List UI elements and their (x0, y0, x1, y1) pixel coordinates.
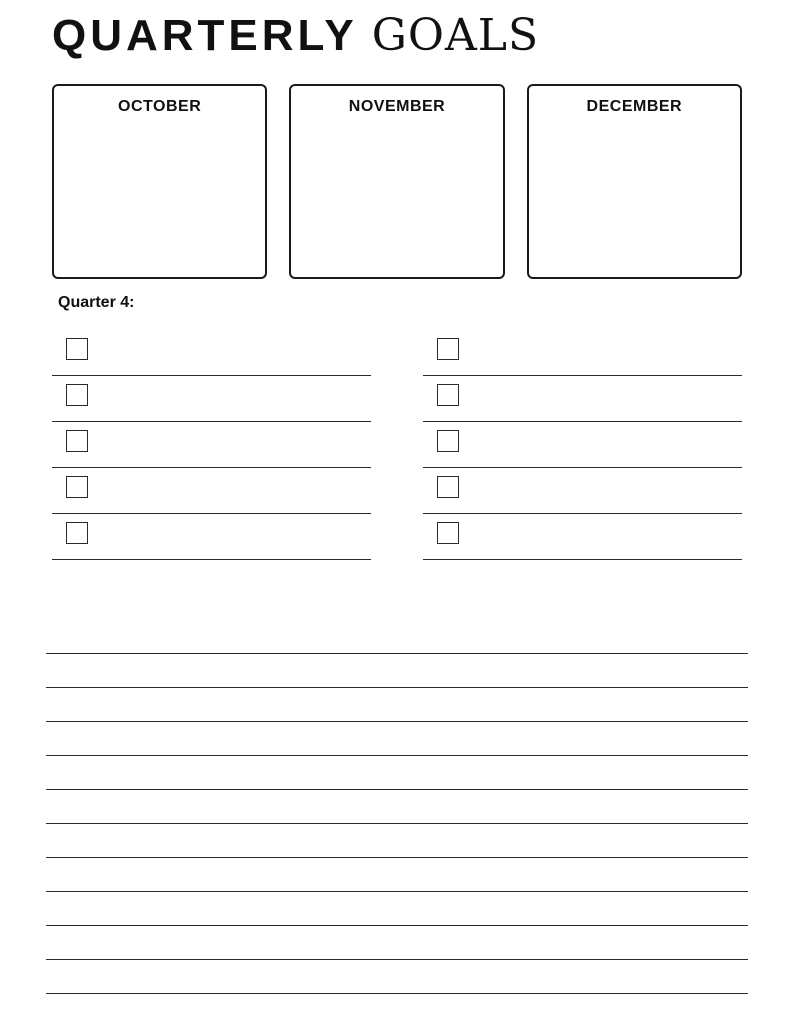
month-label-october: OCTOBER (118, 98, 202, 115)
note-line[interactable] (46, 722, 748, 756)
goals-checklist (52, 330, 742, 560)
note-line[interactable] (46, 824, 748, 858)
month-box-november[interactable] (289, 84, 504, 279)
note-line[interactable] (46, 892, 748, 926)
note-line[interactable] (46, 620, 748, 654)
checklist-item[interactable] (423, 514, 742, 560)
checklist-item[interactable] (52, 376, 371, 422)
checkbox-icon[interactable] (66, 430, 88, 452)
note-line[interactable] (46, 756, 748, 790)
checkbox-icon[interactable] (437, 430, 459, 452)
checkbox-icon[interactable] (66, 522, 88, 544)
checklist-column-left (52, 330, 371, 560)
notes-area (46, 620, 748, 994)
month-box-october[interactable] (52, 84, 267, 279)
note-line[interactable] (46, 790, 748, 824)
page-title-serif: GOALS (371, 10, 540, 61)
checkbox-icon[interactable] (437, 476, 459, 498)
month-boxes (52, 84, 742, 279)
checkbox-icon[interactable] (66, 384, 88, 406)
checkbox-icon[interactable] (437, 384, 459, 406)
checklist-item[interactable] (52, 468, 371, 514)
note-line[interactable] (46, 654, 748, 688)
note-line[interactable] (46, 858, 748, 892)
checklist-item[interactable] (52, 514, 371, 560)
quarter-label: Quarter 4: (58, 294, 135, 311)
checklist-item[interactable] (423, 330, 742, 376)
month-label-november: NOVEMBER (348, 98, 446, 115)
month-label-december: DECEMBER (586, 98, 683, 115)
page-title-bold: QUARTERLY (52, 11, 358, 60)
checklist-item[interactable] (423, 468, 742, 514)
checklist-item[interactable] (423, 376, 742, 422)
checkbox-icon[interactable] (66, 338, 88, 360)
checklist-item[interactable] (52, 330, 371, 376)
checklist-column-right (423, 330, 742, 560)
note-line[interactable] (46, 960, 748, 994)
checkbox-icon[interactable] (437, 338, 459, 360)
note-line[interactable] (46, 688, 748, 722)
checkbox-icon[interactable] (66, 476, 88, 498)
month-box-december[interactable] (527, 84, 742, 279)
checklist-item[interactable] (423, 422, 742, 468)
page-title (52, 10, 540, 61)
note-line[interactable] (46, 926, 748, 960)
checkbox-icon[interactable] (437, 522, 459, 544)
checklist-item[interactable] (52, 422, 371, 468)
